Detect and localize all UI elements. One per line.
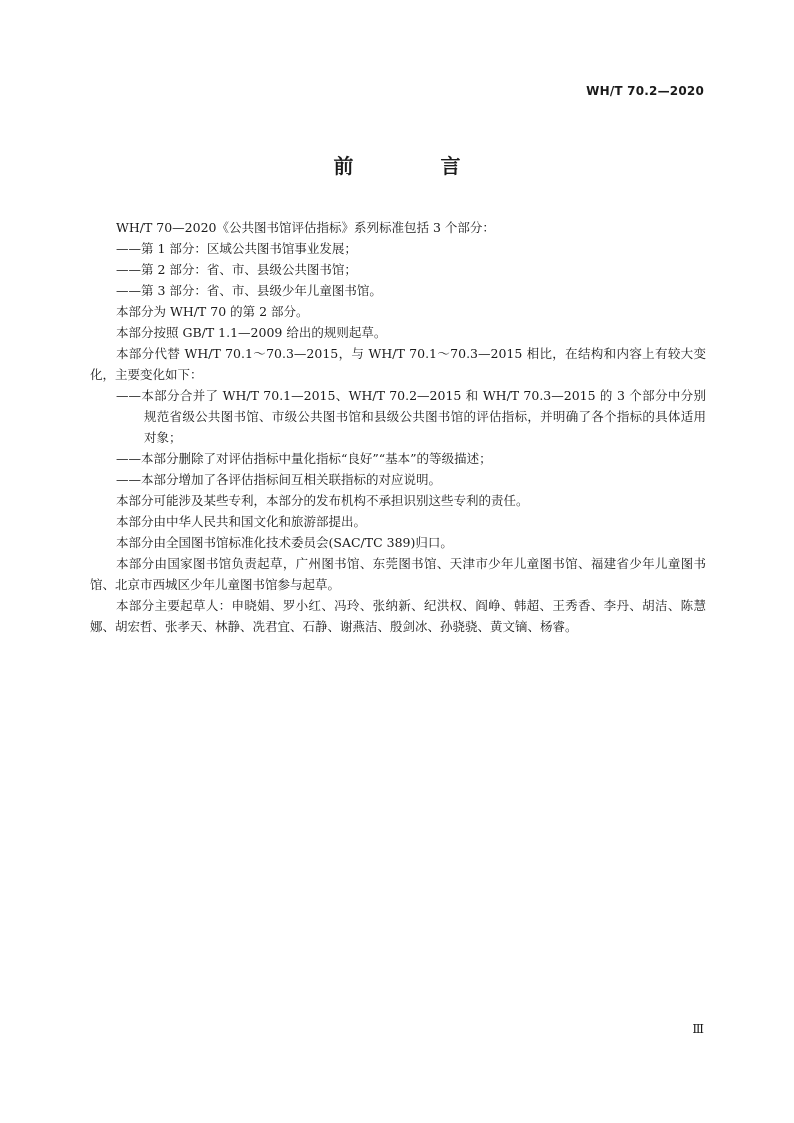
- page-number: Ⅲ: [692, 1022, 704, 1036]
- change-list-item: ——本部分删除了对评估指标中量化指标“良好”“基本”的等级描述；: [116, 451, 492, 466]
- part-statement: 本部分为 WH/T 70 的第 2 部分。: [116, 304, 309, 319]
- patent-notice: 本部分可能涉及某些专利，本部分的发布机构不承担识别这些专利的责任。: [116, 493, 529, 508]
- standard-code: WH/T 70.2—2020: [586, 84, 704, 98]
- drafting-organizations: 本部分由国家图书馆负责起草，广州图书馆、东莞图书馆、天津市少年儿童图书馆、福建省少年儿童图书馆、北京市西城区少年儿童图书馆参与起草。: [90, 556, 706, 592]
- replacement-statement: 本部分代替 WH/T 70.1～70.3—2015，与 WH/T 70.1～70.3—2015 相比，在结构和内容上有较大变化，主要变化如下：: [90, 346, 706, 382]
- change-list-item: ——本部分合并了 WH/T 70.1—2015、WH/T 70.2—2015 和 WH/T 70.3—2015 的 3 个部分中分别规范省级公共图书馆、市级公共图书馆和县级公共图书馆的评估指标，并明确了各个指标的具体适用对象；: [116, 388, 706, 445]
- series-intro: WH/T 70—2020《公共图书馆评估指标》系列标准包括 3 个部分：: [116, 220, 495, 235]
- proposer: 本部分由中华人民共和国文化和旅游部提出。: [116, 514, 367, 529]
- responsible-committee: 本部分由全国图书馆标准化技术委员会(SAC/TC 389)归口。: [116, 535, 453, 550]
- change-list-item: ——本部分增加了各评估指标间互相关联指标的对应说明。: [116, 472, 442, 487]
- page-title: 前 言: [333, 154, 501, 178]
- main-drafters: 本部分主要起草人：申晓娟、罗小红、冯玲、张纳新、纪洪权、阎峥、韩超、王秀香、李丹、胡洁、陈慧娜、胡宏哲、张孝天、林静、冼君宜、石静、谢燕洁、殷剑冰、孙骁骁、黄文镝、杨睿。: [90, 598, 706, 634]
- part-list-item: ——第 1 部分：区域公共图书馆事业发展；: [116, 241, 357, 256]
- part-list-item: ——第 2 部分：省、市、县级公共图书馆；: [116, 262, 357, 277]
- foreword-body: [90, 217, 706, 637]
- drafting-rules: 本部分按照 GB/T 1.1—2009 给出的规则起草。: [116, 325, 387, 340]
- part-list-item: ——第 3 部分：省、市、县级少年儿童图书馆。: [116, 283, 382, 298]
